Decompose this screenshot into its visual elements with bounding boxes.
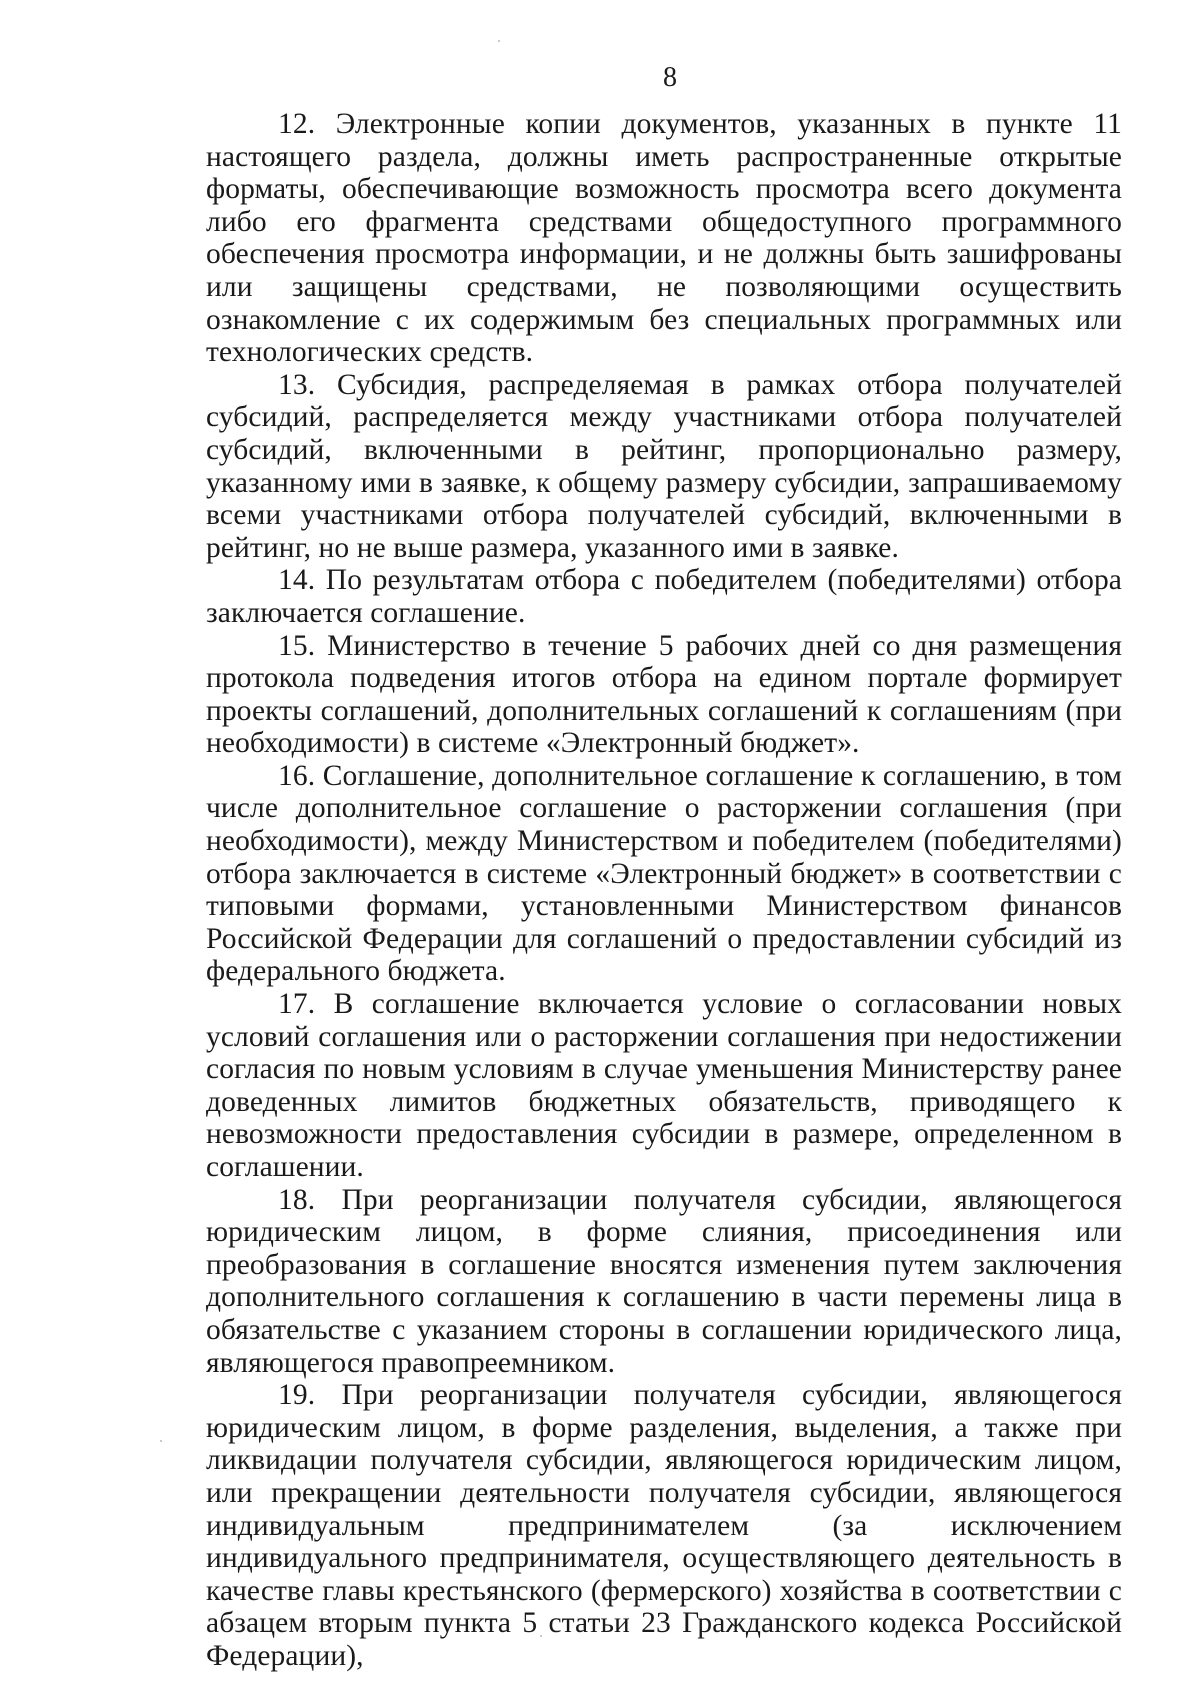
paragraph-14: 14. По результатам отбора с победителем (победителями) отбора заключается соглашение. bbox=[206, 564, 1122, 629]
paragraph-16: 16. Соглашение, дополнительное соглашение к соглашению, в том числе дополнительное соглашение о расторжении соглашения (при необходимости), между Министерством и победителем (победителями) отбора заключается в системе «Электронный бюджет» в соответствии с типовыми формами, установленными Министерством финансов Российской Федерации для соглашений о предоставлении субсидий из федерального бюджета. bbox=[206, 759, 1122, 988]
paragraph-12: 12. Электронные копии документов, указанных в пункте 11 настоящего раздела, должны иметь распространенные открытые форматы, обеспечивающие возможность просмотра всего документа либо его фрагмента средствами общедоступного программного обеспечения просмотра информации, и не должны быть зашифрованы или защищены средствами, не позволяющими осуществить ознакомление с их содержимым без специальных программных или технологических средств. bbox=[206, 108, 1122, 369]
scan-speck bbox=[160, 1440, 162, 1442]
paragraph-19: 19. При реорганизации получателя субсидии, являющегося юридическим лицом, в форме разделения, выделения, а также при ликвидации получателя субсидии, являющегося юридическим лицом, или прекращении деятельности получателя субсидии, являющегося индивидуальным предпринимателем (за исключением индивидуального предпринимателя, осуществляющего деятельность в качестве главы крестьянского (фермерского) хозяйства в соответствии с абзацем вторым пункта 5 статьи 23 Гражданского кодекса Российской Федерации), bbox=[206, 1379, 1122, 1672]
page-number: 8 bbox=[663, 62, 677, 93]
paragraph-17: 17. В соглашение включается условие о согласовании новых условий соглашения или о расторжении соглашения при недостижении согласия по новым условиям в случае уменьшения Министерству ранее доведенных лимитов бюджетных обязательств, приводящего к невозможности предоставления субсидии в размере, определенном в соглашении. bbox=[206, 988, 1122, 1183]
paragraph-15: 15. Министерство в течение 5 рабочих дней со дня размещения протокола подведения итогов отбора на едином портале формирует проекты соглашений, дополнительных соглашений к соглашениям (при необходимости) в системе «Электронный бюджет». bbox=[206, 629, 1122, 760]
paragraph-18: 18. При реорганизации получателя субсидии, являющегося юридическим лицом, в форме слияния, присоединения или преобразования в соглашение вносятся изменения путем заключения дополнительного соглашения к соглашению в части перемены лица в обязательстве с указанием стороны в соглашении юридического лица, являющегося правопреемником. bbox=[206, 1183, 1122, 1379]
document-body bbox=[206, 108, 1122, 1673]
scan-speck bbox=[498, 40, 500, 42]
paragraph-13: 13. Субсидия, распределяемая в рамках отбора получателей субсидий, распределяется между участниками отбора получателей субсидий, включенными в рейтинг, пропорционально размеру, указанному ими в заявке, к общему размеру субсидии, запрашиваемому всеми участниками отбора получателей субсидий, включенными в рейтинг, но не выше размера, указанного ими в заявке. bbox=[206, 368, 1122, 564]
